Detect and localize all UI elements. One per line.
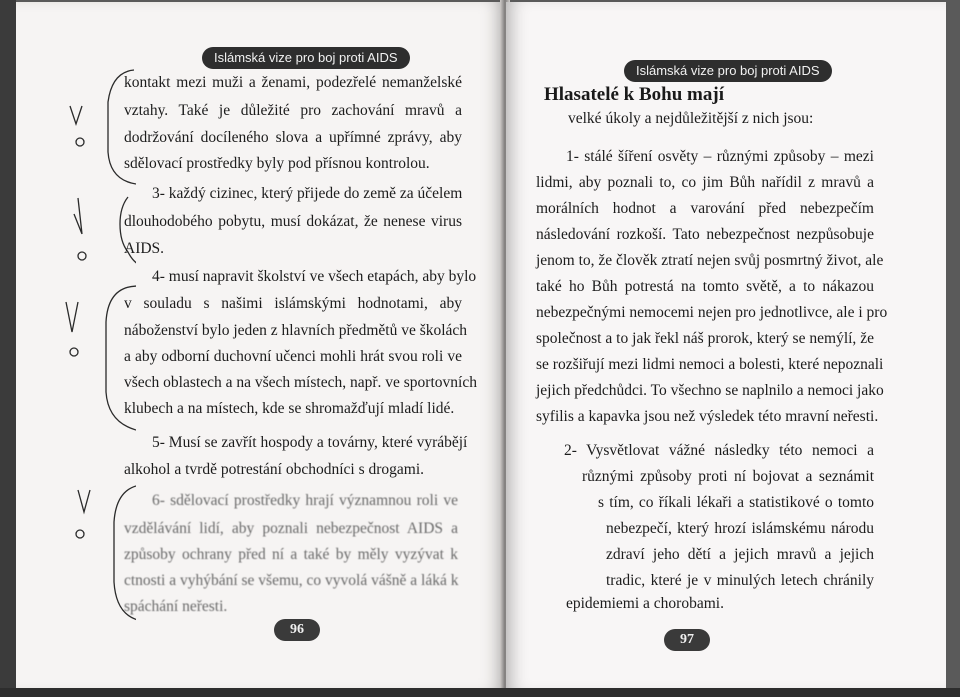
page-number: 97 bbox=[664, 629, 710, 651]
text-line: tradic, které je v minulých letech chránily bbox=[606, 572, 874, 589]
book-edge bbox=[0, 0, 16, 697]
text-line: vztahy. Také je důležité pro zachování mravů a bbox=[124, 102, 462, 119]
text-line: dodržování docíleného slova a upřímné zprávy, aby bbox=[124, 129, 462, 146]
text-line: lidmi, aby poznali to, co jim Bůh nařídil z mravů a bbox=[536, 174, 874, 191]
text-line: 2- Vysvětlovat vážné následky této nemoci a bbox=[564, 442, 874, 459]
text-line: 1- stálé šíření osvěty – různými způsoby – mezi bbox=[566, 148, 874, 165]
left-page bbox=[16, 2, 504, 690]
text-line: dlouhodobého pobytu, musí dokázat, že nenese virus bbox=[124, 213, 462, 230]
text-line: AIDS. bbox=[124, 240, 165, 257]
text-line: ctnosti a vyhýbání se všemu, co vyvolá vášně a láká k bbox=[124, 572, 459, 589]
text-line: kontakt mezi muži a ženami, podezřelé nemanželské bbox=[124, 74, 462, 91]
text-line: zdraví jeho dětí a jejich mravů a jejich bbox=[606, 546, 874, 563]
text-line: způsoby ochrany před ní a také by měly vyzývat k bbox=[124, 546, 458, 563]
text-line: velké úkoly a nejdůležitější z nich jsou: bbox=[568, 110, 814, 127]
text-line: vzdělávání lidí, aby poznali nebezpečnost AIDS a bbox=[124, 520, 458, 537]
text-line: náboženství bylo jeden z hlavních předmětů ve školách bbox=[124, 322, 468, 339]
text-line: a aby odborní duchovní učenci mohli hrát svou roli ve bbox=[124, 348, 462, 365]
text-line: všech oblastech a na všech místech, např. ve sportovních bbox=[124, 374, 477, 391]
text-line: následování rozkoší. Tato nebezpečnost nezpůsobuje bbox=[536, 226, 874, 243]
text-line: nebezpečnými nemocemi nejen pro jednotlivce, ale i pro bbox=[536, 304, 888, 321]
text-line: epidemiemi a chorobami. bbox=[566, 595, 724, 612]
text-line: také ho Bůh potrestá na tomto světě, a to nákazou bbox=[536, 278, 874, 295]
text-line: 3- každý cizinec, který přijede do země za účelem bbox=[152, 185, 463, 202]
text-line: různými způsoby proti ní bojovat a seznámit bbox=[582, 468, 874, 485]
text-line: s tím, co říkali lékaři a statistikové o tomto bbox=[598, 494, 874, 511]
text-line: jejich předchůdci. To všechno se naplnilo a nemoci jako bbox=[536, 382, 884, 399]
text-line: nebezpečí, který hrozí islámskému národu bbox=[606, 520, 874, 537]
text-line: spáchání neřesti. bbox=[124, 598, 228, 615]
handwritten-margin-marks bbox=[16, 2, 136, 690]
right-page bbox=[506, 2, 946, 690]
section-heading: Hlasatelé k Bohu mají bbox=[544, 84, 724, 105]
text-line: morálních hodnot a varování před nebezpečím bbox=[536, 200, 874, 217]
page-header: Islámská vize pro boj proti AIDS bbox=[202, 47, 410, 69]
text-line: společnost a to jak řekl náš prorok, který se nemýlí, že bbox=[536, 330, 874, 347]
page-number: 96 bbox=[274, 619, 320, 641]
text-line: 4- musí napravit školství ve všech etapách, aby bylo bbox=[152, 268, 477, 285]
text-line: jenom to, že člověk ztratí nejen svůj posmrtný život, ale bbox=[536, 252, 884, 269]
text-line: 6- sdělovací prostředky hrají významnou roli ve bbox=[152, 492, 458, 509]
text-line: klubech a na místech, kde se shromažďují mladí lidé. bbox=[124, 400, 455, 417]
page-header: Islámská vize pro boj proti AIDS bbox=[624, 60, 832, 82]
text-line: sdělovací prostředky byly pod přísnou kontrolou. bbox=[124, 155, 430, 172]
text-line: alkohol a tvrdě potrestání obchodníci s drogami. bbox=[124, 461, 425, 478]
book-edge-bottom bbox=[0, 688, 960, 697]
text-line: se rozšiřují mezi lidmi nemoci a bolesti, které nepoznali bbox=[536, 356, 884, 373]
text-line: v souladu s našimi islámskými hodnotami, aby bbox=[124, 295, 462, 312]
text-line: syfilis a kapavka jsou než výsledek této mravní neřesti. bbox=[536, 408, 879, 425]
text-line: 5- Musí se zavřít hospody a továrny, které vyrábějí bbox=[152, 434, 468, 451]
